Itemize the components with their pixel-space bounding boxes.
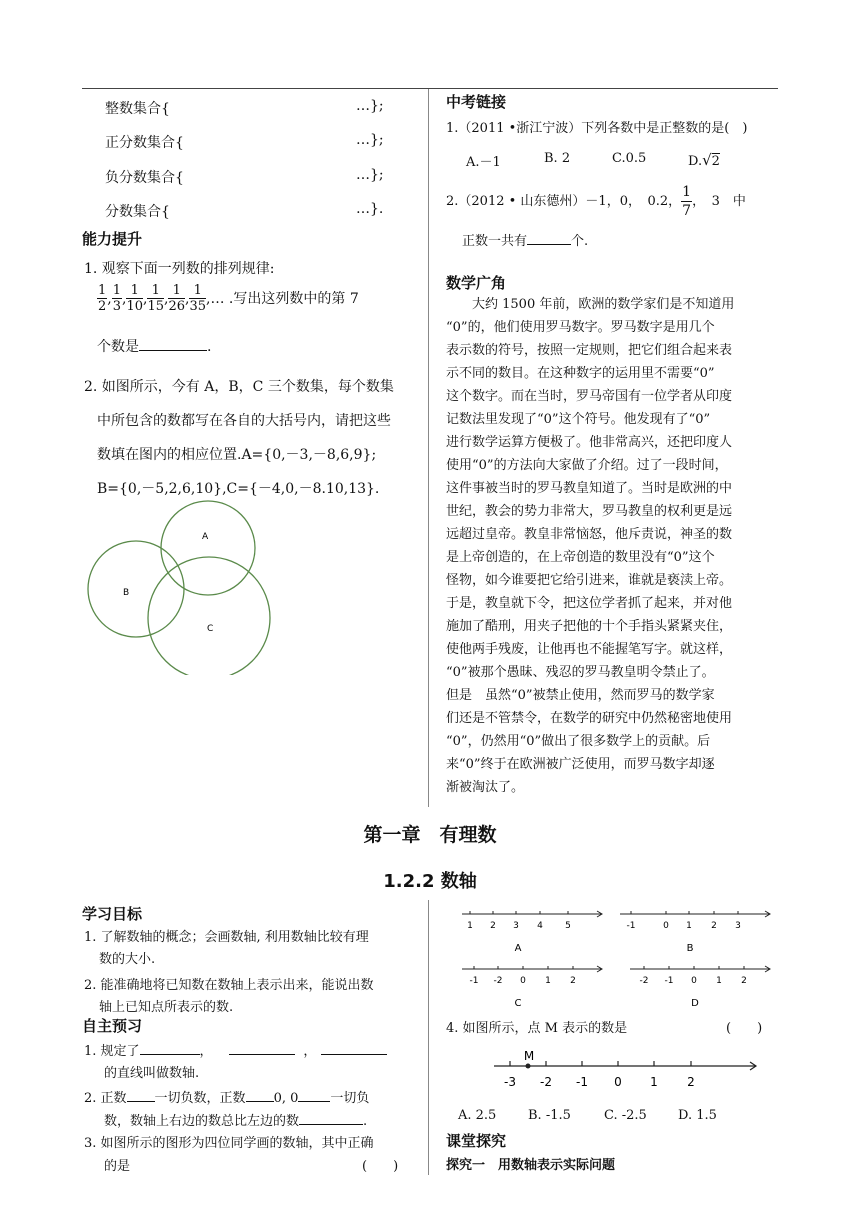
q4-option-c: C. -2.5 [604, 1108, 647, 1123]
axis-tick-label: -1 [626, 921, 636, 931]
venn-label-b: B [123, 588, 130, 598]
axis-tick-label: 1 [650, 1075, 658, 1089]
answer-blank[interactable] [246, 1087, 274, 1102]
fraction-4: $\frac{1}{15}$ [147, 283, 165, 314]
answer-blank[interactable] [139, 336, 207, 351]
ability-q2-line-2: 中所包含的数都写在各自的大括号内，请把这些 [97, 413, 391, 429]
answer-blank[interactable] [321, 1040, 387, 1055]
axis-tick-label: 1 [716, 976, 722, 986]
preview-q3-line-2: 的是 [104, 1159, 131, 1174]
venn-label-c: C [207, 624, 214, 634]
set-positive-fraction-end: …}; [356, 132, 384, 148]
axis-tick-label: 1 [686, 921, 692, 931]
number-line-options [440, 905, 780, 1010]
ability-q1-answer-line: 个数是 . [97, 336, 211, 356]
column-divider-bottom [428, 900, 429, 1175]
axis-tick-label: 3 [513, 921, 519, 931]
axis-option-label: D [691, 998, 699, 1009]
q4-option-a: A. 2.5 [458, 1108, 497, 1123]
point-m [526, 1064, 531, 1069]
exam-q1-option-b: B. 2 [544, 151, 571, 166]
axis-tick-label: -3 [504, 1075, 516, 1089]
fraction-5: $\frac{1}{26}$ [168, 283, 186, 314]
top-rule [82, 88, 778, 89]
answer-blank[interactable] [298, 1087, 330, 1102]
axis-tick-label: 4 [537, 921, 543, 931]
point-m-label: M [523, 1049, 535, 1063]
number-line-b [620, 911, 770, 954]
axis-tick-label: 1 [545, 976, 551, 986]
number-line-d [630, 966, 770, 1009]
ability-q1-sequence: $\frac{1}{2}$ , $\frac{1}{3}$ , $\frac{1}{10}$ , $\frac{1}{15}$ , $\frac{1}{26}$ , $\frac{1}{35}$ ,… .写出这列数中的第 7 [98, 283, 359, 314]
axis-tick-label: -2 [540, 1075, 552, 1089]
q4-text: 4. 如图所示，点 M 表示的数是 [446, 1021, 628, 1036]
fraction-2: $\frac{1}{3}$ [112, 283, 122, 314]
set-negative-fraction-end: …}; [356, 167, 384, 183]
q4-option-d: D. 1.5 [678, 1108, 717, 1123]
exam-q1-option-c: C.0.5 [612, 151, 647, 166]
exam-q1-option-a: A.－1 [466, 155, 501, 170]
fraction-3: $\frac{1}{10}$ [126, 283, 144, 314]
axis-tick-label: -1 [469, 976, 479, 986]
math-corner-story: 大约 1500 年前，欧洲的数学家们是不知道用 “0”的，他们使用罗马数字。罗马数字是用几个 表示数的符号，按照一定规则，把它们组合起来表 示不同的数目。在这种数字的运用里不需要“0” 这个数字。而在当时，罗马帝国有一位学者从印度 记数法里发现了“0”这个符号。他发现有了“0” 进行数学运算方便极了。他非常高兴，还把印度人 使用“0”的方法向大家做了介绍。过了一段时间， 这件事被当时的罗马教皇知道了。当时是欧洲的中 世纪，教会的势力非常大，罗马教皇的权利更是远 远超过皇帝。教皇非常恼怒，他斥责说，神圣的数 是上帝创造的，在上帝创造的数里没有“0”这个 怪物，如今谁要把它给引进来，谁就是亵渎上帝。 于是，教皇就下令，把这位学者抓了起来，并对他 施加了酷刑，用夹子把他的十个手指头紧紧夹住， 使他两手残废，让他再也不能握笔写字。就这样， “0”被那个愚昧、残忍的罗马教皇明令禁止了。 但是 虽然“0”被禁止使用，然而罗马的数学家 们还是不管禁令，在数学的研究中仍然秘密地使用 “0”，仍然用“0”做出了很多数学上的贡献。后 来“0”终于在欧洲被广泛使用，而罗马数字却逐 渐被淘汰了。 [446, 297, 735, 795]
preview-q2: 2. 正数 一切负数，正数 0, 0 一切负 [84, 1087, 369, 1106]
set-integer-end: …}; [356, 98, 384, 114]
chapter-title: 第一章 有理数 [363, 824, 497, 846]
ability-q2-line-1: 2. 如图所示，今有 A，B，C 三个数集，每个数集 [84, 379, 394, 395]
preview-q1-line-2: 的直线叫做数轴. [104, 1066, 200, 1081]
axis-tick-label: 0 [691, 976, 697, 986]
section-title-preview: 自主预习 [82, 1017, 143, 1035]
section-title-explore: 课堂探究 [446, 1132, 507, 1150]
explore-subtitle: 探究一 用数轴表示实际问题 [446, 1158, 616, 1173]
axis-tick-label: 2 [687, 1075, 695, 1089]
section-title: 1.2.2 数轴 [383, 871, 477, 892]
exam-q1: 1.（2011 •浙江宁波）下列各数中是正整数的是( ) [446, 121, 748, 136]
axis-tick-label: 1 [467, 921, 473, 931]
q4-option-b: B. -1.5 [528, 1108, 571, 1123]
exam-q1-option-d: D.√2 [688, 151, 720, 169]
set-positive-fraction: 正分数集合{ [105, 135, 184, 151]
axis-tick-label: 2 [570, 976, 576, 986]
venn-circle-a [161, 501, 255, 595]
axis-tick-label: 0 [663, 921, 669, 931]
goals-list: 1. 了解数轴的概念；会画数轴, 利用数轴比较有理 数的大小. 2. 能准确地将已知数在数轴上表示出来，能说出数 轴上已知点所表示的数. [84, 930, 374, 1015]
answer-blank[interactable] [527, 230, 571, 245]
answer-blank[interactable] [229, 1040, 295, 1055]
set-integer: 整数集合{ [105, 101, 170, 117]
axis-tick-label: -2 [639, 976, 649, 986]
axis-tick-label: -1 [664, 976, 674, 986]
answer-blank[interactable] [299, 1110, 363, 1125]
set-fraction: 分数集合{ [105, 204, 170, 220]
number-line-m [486, 1046, 766, 1094]
ability-q2 [84, 370, 394, 506]
number-line-c [462, 966, 602, 1009]
fraction-one-seventh: $\frac{1}{7}$ [682, 184, 692, 219]
venn-diagram [80, 495, 280, 675]
sqrt-sign: √ [702, 151, 712, 169]
axis-option-label: A [514, 943, 522, 954]
preview-q3: 3. 如图所示的图形为四位同学画的数轴，其中正确 [84, 1136, 374, 1151]
venn-label-a: A [202, 532, 209, 542]
axis-option-label: B [686, 943, 694, 954]
section-title-ability: 能力提升 [82, 230, 143, 248]
ability-q1-intro: 1. 观察下面一列数的排列规律: [84, 261, 275, 277]
set-fraction-end: …}. [356, 201, 384, 217]
axis-tick-label: 2 [741, 976, 747, 986]
set-negative-fraction: 负分数集合{ [105, 170, 184, 186]
axis-tick-label: 2 [490, 921, 496, 931]
number-line-a [462, 911, 602, 954]
axis-tick-label: 2 [711, 921, 717, 931]
answer-blank[interactable] [140, 1040, 200, 1055]
exam-q2: 2.（2012 • 山东德州）－1，0， 0.2， $\frac{1}{7}$ ， 3 中 [446, 184, 746, 219]
axis-tick-label: 3 [735, 921, 741, 931]
preview-q1: 1. 规定了 ， ， [84, 1040, 387, 1059]
q4-paren: ( ) [726, 1021, 763, 1036]
ability-q2-line-4: B={0,－5,2,6,10},C={－4,0,－8.10,13}. [97, 481, 380, 497]
column-divider-top [428, 89, 429, 807]
venn-circle-c [148, 557, 270, 675]
axis-tick-label: 0 [614, 1075, 622, 1089]
axis-tick-label: -2 [493, 976, 503, 986]
section-title-goals: 学习目标 [82, 905, 143, 923]
axis-tick-label: 0 [520, 976, 526, 986]
axis-tick-label: 5 [565, 921, 571, 931]
axis-option-label: C [514, 998, 522, 1009]
exam-q2-line-2: 正数一共有 个. [462, 230, 588, 249]
preview-q3-paren: ( ) [362, 1159, 399, 1174]
axis-tick-label: -1 [576, 1075, 588, 1089]
section-title-exam: 中考链接 [446, 93, 507, 111]
section-title-math-corner: 数学广角 [446, 274, 507, 292]
ability-q2-line-3: 数填在图内的相应位置.A={0,－3,－8,6,9}; [97, 447, 377, 463]
answer-blank[interactable] [127, 1087, 155, 1102]
venn-circle-b [88, 541, 184, 637]
fraction-6: $\frac{1}{35}$ [189, 283, 207, 314]
fraction-1: $\frac{1}{2}$ [98, 283, 107, 314]
preview-q2-line-2: 数，数轴上右边的数总比左边的数 . [104, 1110, 367, 1129]
